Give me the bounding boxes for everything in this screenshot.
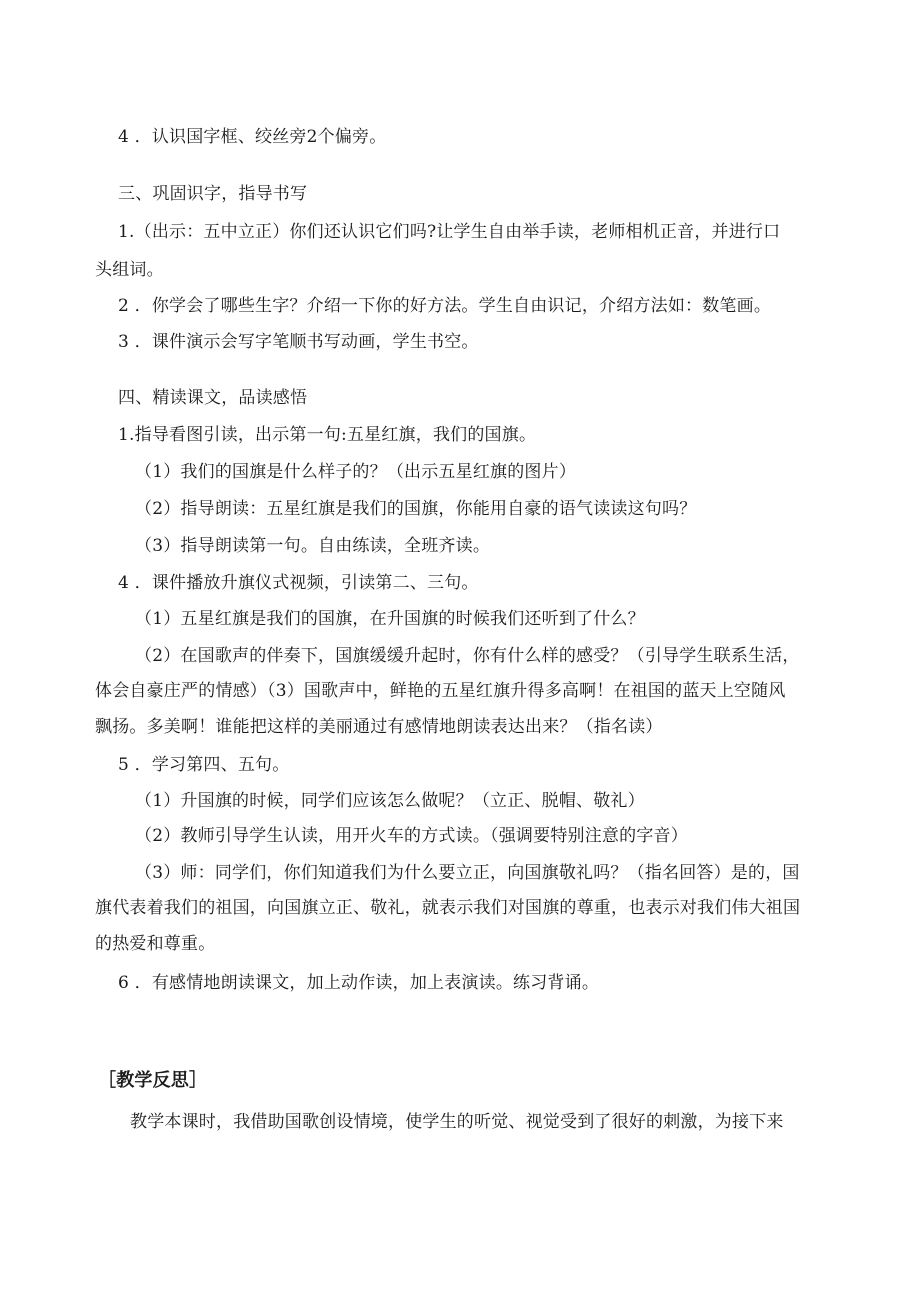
list-item: 2 ．你学会了哪些生字？介绍一下你的好方法。学生自由识记，介绍方法如：数笔画。 [118, 296, 772, 316]
paragraph-line: 头组词。 [95, 260, 164, 280]
paragraph-line: 1.（出示：五中立正）你们还认识它们吗?让学生自由举手读，老师相机正音，并进行口 [118, 222, 781, 242]
list-item: 4 ．认识国字框、绞丝旁2个偏旁。 [118, 127, 387, 147]
section-heading: 三、巩固识字，指导书写 [118, 184, 308, 204]
reflection-paragraph: 教学本课时，我借助国歌创设情境，使学生的听觉、视觉受到了很好的刺激，为接下来 [130, 1112, 784, 1132]
list-item: 4 ．课件播放升旗仪式视频，引读第二、三句。 [118, 573, 479, 593]
paragraph-line: 体会自豪庄严的情感）（3）国歌声中，鲜艳的五星红旗升得多高啊！在祖国的蓝天上空随风 [95, 681, 786, 701]
section-heading: 四、精读课文，品读感悟 [118, 388, 308, 408]
paragraph-line: 的热爱和尊重。 [95, 934, 216, 954]
paragraph-line: 飘扬。多美啊！谁能把这样的美丽通过有感情地朗读表达出来？（指名读） [95, 717, 663, 737]
sub-item: （2）在国歌声的伴奏下，国旗缓缓升起时，你有什么样的感受？（引导学生联系生活， [135, 646, 800, 666]
sub-item: （3）师：同学们，你们知道我们为什么要立正，向国旗敬礼吗？（指名回答）是的，国 [135, 863, 800, 883]
list-item: 1.指导看图引读，出示第一句:五星红旗，我们的国旗。 [118, 425, 537, 445]
sub-item: （3）指导朗读第一句。自由练读，全班齐读。 [135, 536, 491, 556]
sub-item: （2）指导朗读：五星红旗是我们的国旗，你能用自豪的语气读读这句吗？ [135, 499, 697, 519]
sub-item: （1）我们的国旗是什么样子的？（出示五星红旗的图片） [135, 462, 577, 482]
list-item: 6 ．有感情地朗读课文，加上动作读，加上表演读。练习背诵。 [118, 973, 600, 993]
list-item: 5 ．学习第四、五句。 [118, 755, 290, 775]
list-item: 3 ．课件演示会写字笔顺书写动画，学生书空。 [118, 332, 479, 352]
sub-item: （1）五星红旗是我们的国旗，在升国旗的时候我们还听到了什么？ [135, 609, 645, 629]
sub-item: （1）升国旗的时候，同学们应该怎么做呢？（立正、脱帽、敬礼） [135, 791, 645, 811]
paragraph-line: 旗代表着我们的祖国，向国旗立正、敬礼，就表示我们对国旗的尊重，也表示对我们伟大祖国 [95, 898, 801, 918]
sub-item: （2）教师引导学生认读，用开火车的方式读。（强调要特别注意的字音） [135, 826, 688, 846]
reflection-heading: ［教学反思］ [98, 1070, 208, 1091]
